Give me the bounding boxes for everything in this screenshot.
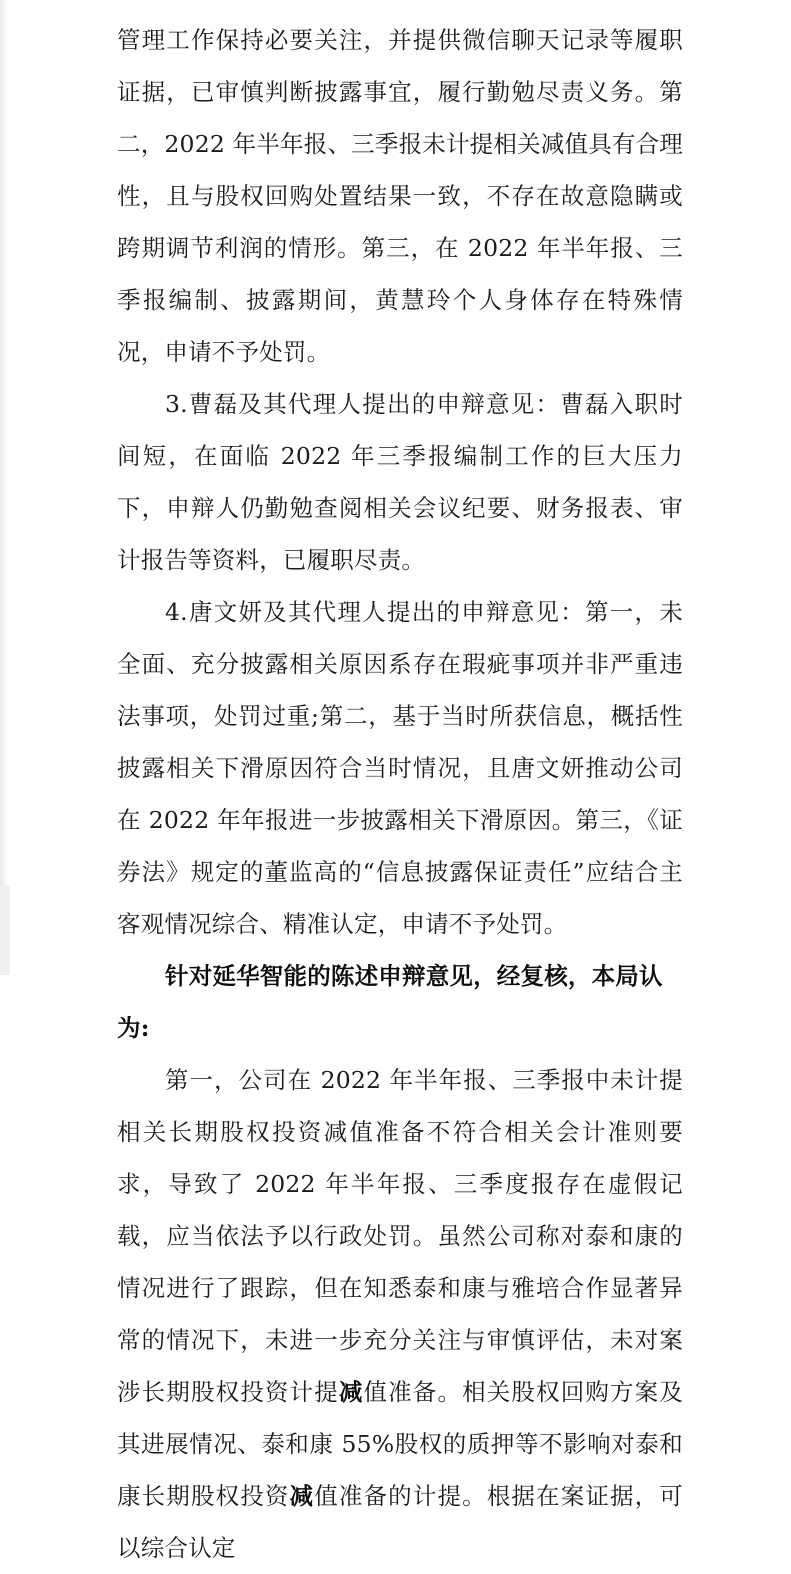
scan-edge-artifact-left — [0, 0, 8, 975]
paragraph-finding-first: 第一，公司在 2022 年半年报、三季报中未计提相关长期股权投资减值准备不符合相关会计准则要求，导致了 2022 年半年报、三季度报存在虚假记载，应当依法予以行政处罚。虽然公司称对泰和康的情况进行了跟踪，但在知悉泰和康与雅培合作显著异常的情况下，未进一步充分关注与审慎评估，未对案涉长期股权投资计提减值准备。相关股权回购方案及其进展情况、泰和康 55%股权的质押等不影响对泰和康长期股权投资减值准备的计提。根据在案证据，可以综合认定 — [117, 1066, 683, 1562]
scan-edge-artifact-bottom-left — [0, 885, 10, 975]
paragraph-item-3-caolei: 3.曹磊及其代理人提出的申辩意见：曹磊入职时间短，在面临 2022 年三季报编制工作的巨大压力下，申辩人仍勤勉查阅相关会议纪要、财务报表、审计报告等资料，已履职尽责。 — [117, 390, 683, 574]
paragraph-item-4-tangwenyan: 4.唐文妍及其代理人提出的申辩意见：第一，未全面、充分披露相关原因系存在瑕疵事项并非严重违法事项，处罚过重;第二，基于当时所获信息，概括性披露相关下滑原因符合当时情况，且唐文妍推动公司在 2022 年年报进一步披露相关下滑原因。第三，《证券法》规定的董监高的“信息披露保证责任”应结合主客观情况综合、精准认定，申请不予处罚。 — [117, 598, 683, 938]
heading-yanhua-zhineng-review: 针对延华智能的陈述申辩意见，经复核，本局认为: — [117, 962, 663, 1042]
emphasized-character-1: 减 — [338, 1378, 364, 1406]
document-text-body — [117, 14, 683, 1574]
emphasized-character-3: 减 — [289, 1482, 315, 1510]
paragraph-huang-huiling-continued: 管理工作保持必要关注，并提供微信聊天记录等履职证据，已审慎判断披露事宜，履行勤勉尽责义务。第二，2022 年半年报、三季报未计提相关减值具有合理性，且与股权回购处置结果一致，不存在故意隐瞒或跨期调节利润的情形。第三，在 2022 年半年报、三季报编制、披露期间，黄慧玲个人身体存在特殊情况，申请不予处罚。 — [117, 26, 683, 366]
